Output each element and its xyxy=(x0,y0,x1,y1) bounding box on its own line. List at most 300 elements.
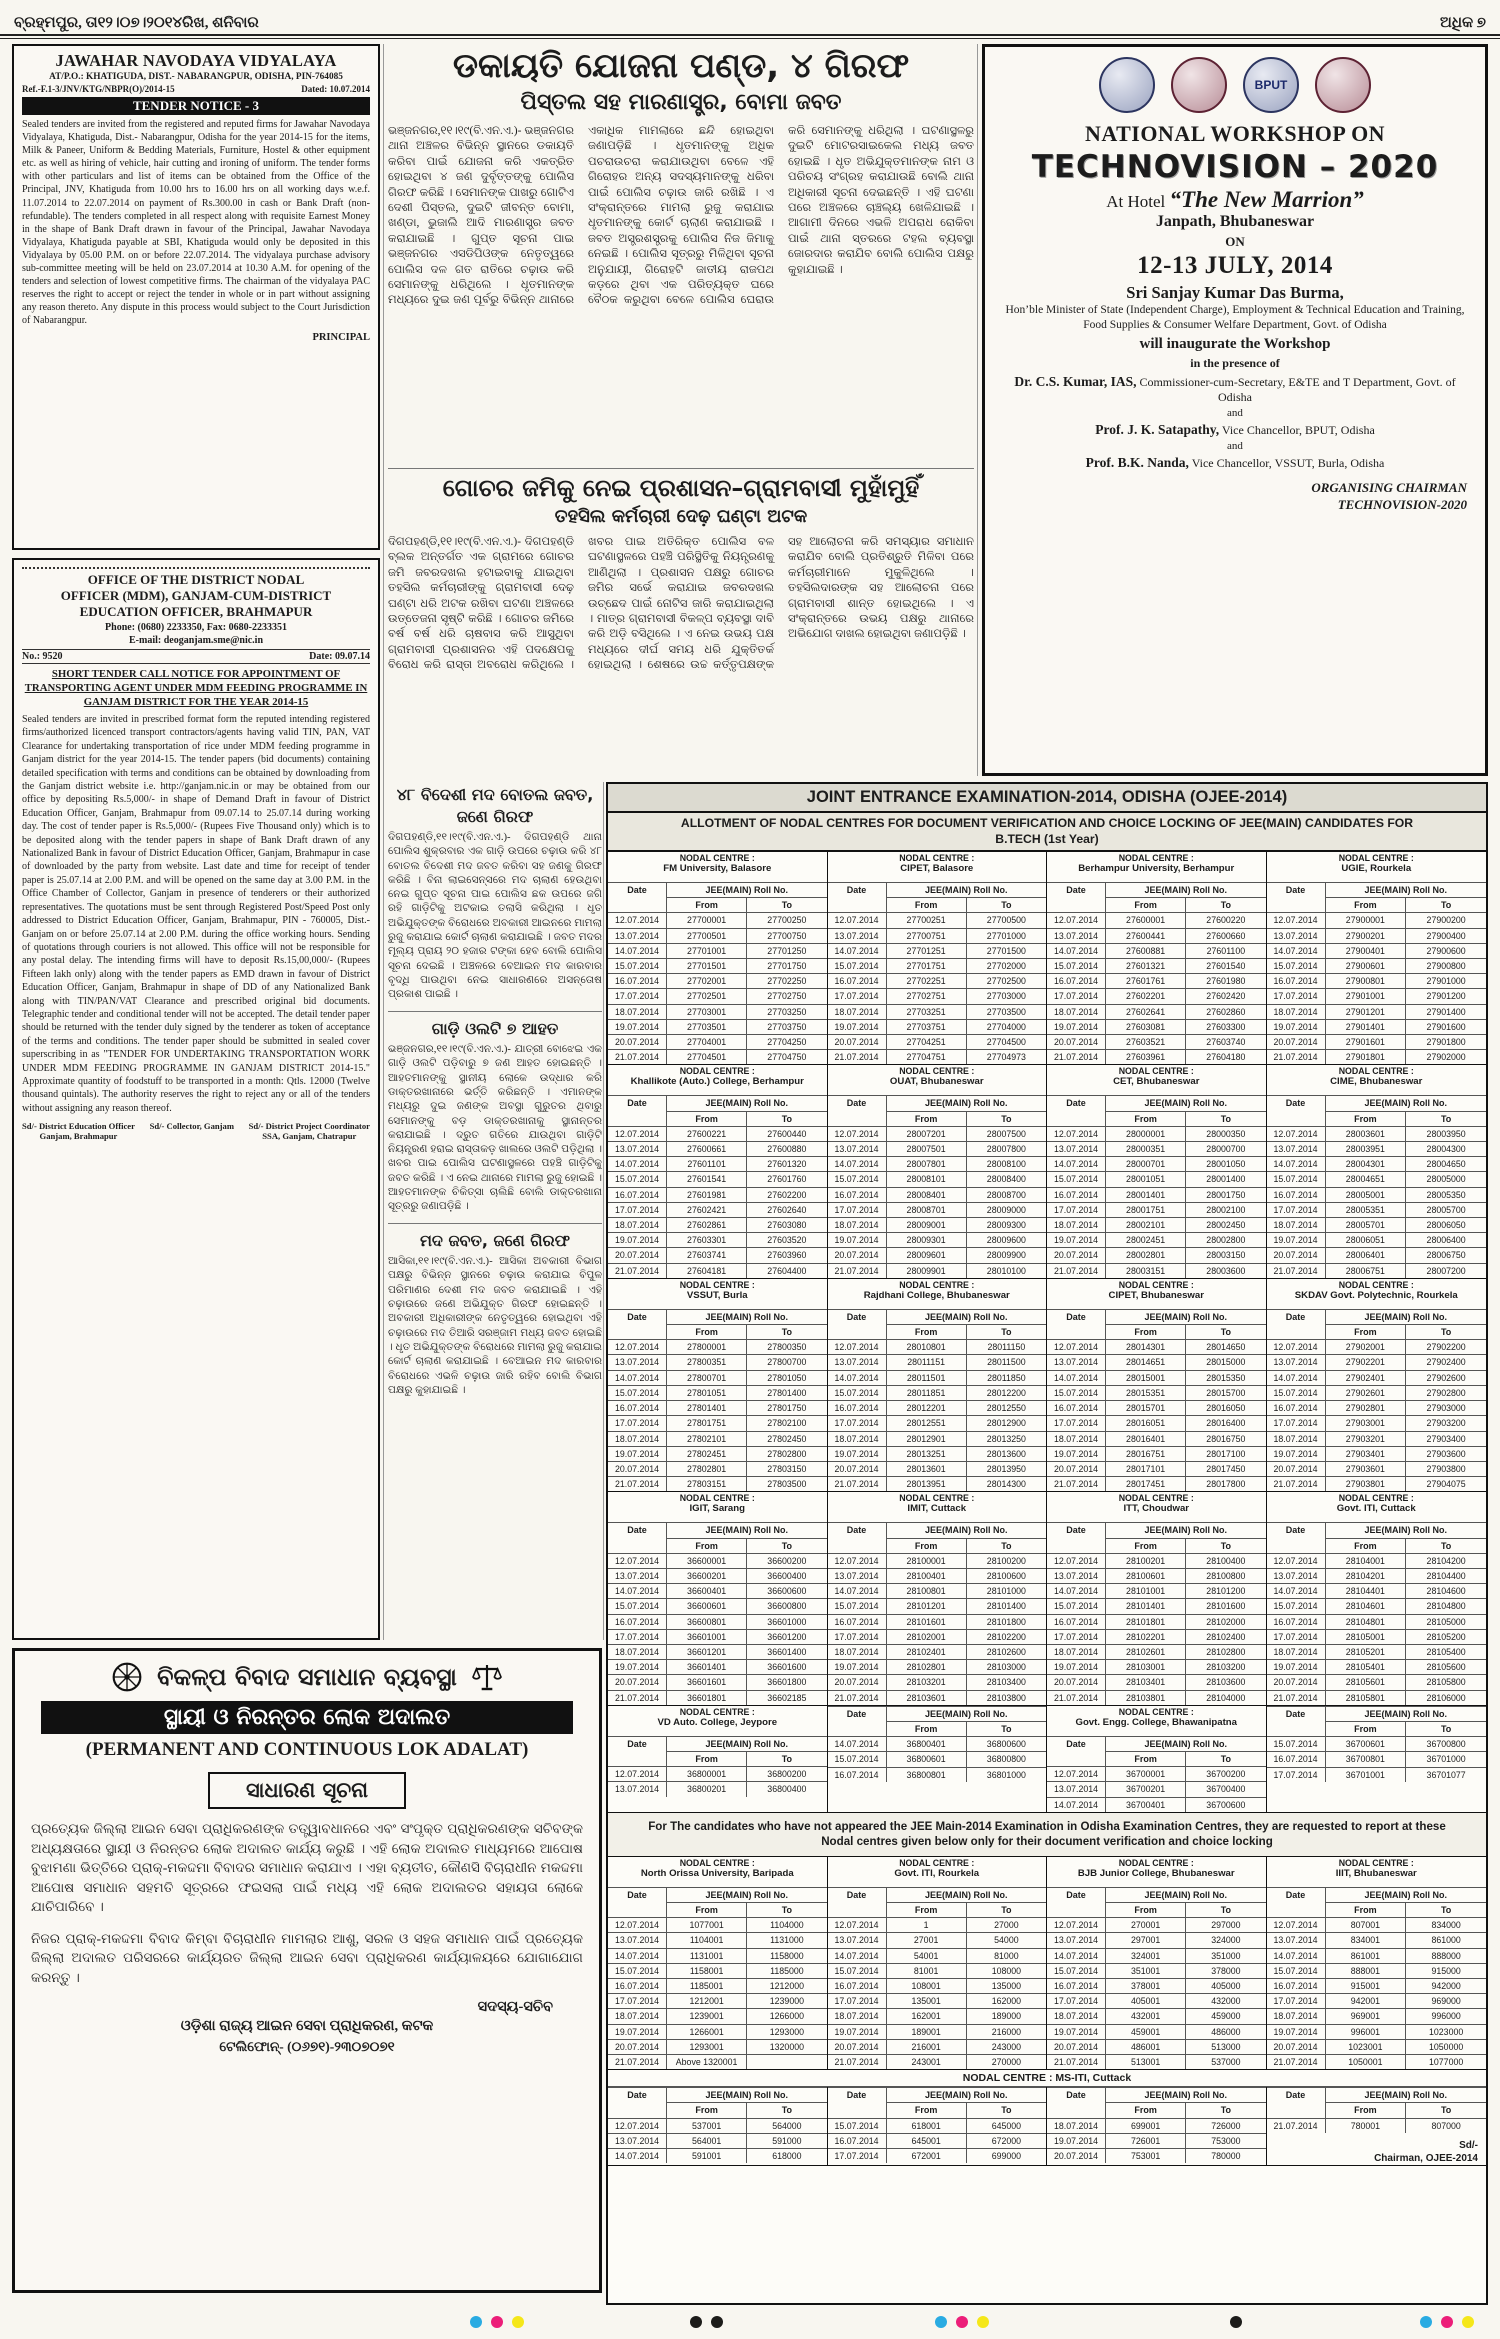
roll-to-cell: 28007800 xyxy=(966,1141,1046,1156)
nodal-centre-block xyxy=(1267,1279,1487,1491)
roll-from-cell: 27902001 xyxy=(1325,1339,1406,1354)
to-column-header: To xyxy=(746,1111,826,1126)
roll-from-cell: 28103401 xyxy=(1105,1674,1185,1689)
nodal-centre-name: UGIE, Rourkela xyxy=(1341,863,1412,874)
date-cell: 17.07.2014 xyxy=(1047,1993,1105,2008)
nodal-centre-label: NODAL CENTRE : xyxy=(679,1493,755,1504)
nodal-centre-label: NODAL CENTRE : xyxy=(1118,1706,1194,1717)
date-cell: 14.07.2014 xyxy=(1047,1797,1105,1812)
nodal-centre-block xyxy=(608,2087,828,2165)
roll-to-cell: 861000 xyxy=(1405,1932,1486,1947)
roll-from-cell: 36601401 xyxy=(666,1659,746,1674)
roll-allotment-table xyxy=(1267,882,1487,1064)
nodal-centre-header xyxy=(1267,852,1487,882)
roll-from-cell: 28007501 xyxy=(886,1141,966,1156)
roll-from-cell: 28010801 xyxy=(886,1339,966,1354)
roll-from-cell: 28102801 xyxy=(886,1659,966,1674)
roll-from-cell: 27901801 xyxy=(1325,1049,1406,1064)
nodal-centre-block xyxy=(1047,2087,1267,2165)
date-cell: 18.07.2014 xyxy=(1047,1004,1105,1019)
roll-to-cell: 27900600 xyxy=(1405,943,1486,958)
roll-to-cell: 27902000 xyxy=(1405,1049,1486,1064)
roll-from-cell: 28104201 xyxy=(1325,1568,1406,1583)
registration-mark-group xyxy=(690,2316,723,2328)
nodal-centre-label: NODAL CENTRE : xyxy=(1118,853,1194,863)
date-cell: 18.07.2014 xyxy=(1267,1004,1325,1019)
roll-from-cell: 28006401 xyxy=(1325,1247,1406,1262)
mdm-signatory-2: Sd/- Collector, Ganjam xyxy=(149,1121,234,1132)
roll-from-cell: 1077001 xyxy=(666,1917,746,1932)
roll-from-cell: 28012551 xyxy=(886,1415,966,1430)
roll-from-cell: 27602201 xyxy=(1105,988,1185,1003)
roll-from-cell: 28016401 xyxy=(1105,1431,1185,1446)
date-cell: 16.07.2014 xyxy=(1047,1614,1105,1629)
nodal-centre-label: NODAL CENTRE : xyxy=(1118,1493,1194,1504)
university-crest-logo xyxy=(1315,57,1371,113)
roll-to-cell: 28001750 xyxy=(1185,1187,1265,1202)
jnv-signatory: PRINCIPAL xyxy=(312,331,370,343)
roll-to-cell: 618000 xyxy=(746,2148,826,2163)
roll-from-cell: 28011151 xyxy=(886,1354,966,1369)
registration-mark-group xyxy=(1230,2316,1242,2328)
date-cell: 17.07.2014 xyxy=(1267,1629,1325,1644)
from-column-header: From xyxy=(1105,1902,1185,1917)
date-column-header: Date xyxy=(1267,882,1325,912)
roll-to-cell: 297000 xyxy=(1185,1917,1265,1932)
date-cell: 20.07.2014 xyxy=(1267,1674,1325,1689)
roll-allotment-table xyxy=(1047,2087,1266,2163)
roll-to-cell: 27601760 xyxy=(746,1171,826,1186)
registration-dot xyxy=(977,2316,989,2328)
roll-from-cell: 27702251 xyxy=(886,973,966,988)
roll-from-cell: 28013951 xyxy=(886,1476,966,1491)
nodal-centre-band xyxy=(608,1279,1486,1492)
date-column-header: Date xyxy=(1267,1706,1325,1736)
roll-from-cell: 27801401 xyxy=(666,1400,746,1415)
roll-to-cell: 27702000 xyxy=(966,958,1046,973)
date-cell: 13.07.2014 xyxy=(828,1354,886,1369)
date-cell: 14.07.2014 xyxy=(828,943,886,958)
roll-from-cell: 28009301 xyxy=(886,1232,966,1247)
roll-from-cell: 1050001 xyxy=(1325,2054,1406,2069)
roll-allotment-table xyxy=(608,1887,827,2069)
roll-from-cell: 27703001 xyxy=(666,1004,746,1019)
roll-from-cell: 28100401 xyxy=(886,1568,966,1583)
nodal-centre-label: NODAL CENTRE : xyxy=(899,1857,975,1868)
roll-from-cell: 36600401 xyxy=(666,1583,746,1598)
nodal-centre-block xyxy=(1047,1857,1267,2069)
chief-guest-designation: Hon’ble Minister of State (Independent Charge), Employment & Technical Education and Training, Food Supplies & Consumer Welfare Department, Govt. of Odisha xyxy=(1005,304,1465,331)
roll-to-cell: 459000 xyxy=(1185,2008,1265,2023)
nodal-centre-header xyxy=(1047,852,1266,882)
roll-to-cell: 28015350 xyxy=(1185,1370,1265,1385)
date-cell: 12.07.2014 xyxy=(608,1339,666,1354)
and-separator: and xyxy=(1227,407,1243,419)
roll-to-cell: 27604400 xyxy=(746,1263,826,1278)
roll-to-cell: 36800200 xyxy=(746,1766,826,1781)
roll-to-cell: 28105600 xyxy=(1405,1659,1486,1674)
date-cell: 19.07.2014 xyxy=(608,1232,666,1247)
roll-to-cell: 27700500 xyxy=(966,912,1046,927)
date-cell: 12.07.2014 xyxy=(1047,912,1105,927)
roll-from-cell: 28102401 xyxy=(886,1644,966,1659)
to-column-header: To xyxy=(746,1538,826,1553)
date-cell: 19.07.2014 xyxy=(608,1659,666,1674)
nodal-centre-header xyxy=(1047,1065,1266,1095)
date-cell: 20.07.2014 xyxy=(608,1247,666,1262)
roll-to-cell: 28005000 xyxy=(1405,1171,1486,1186)
roll-from-cell: 27603301 xyxy=(666,1232,746,1247)
roll-from-cell: 27603961 xyxy=(1105,1049,1185,1064)
roll-to-cell: 27603740 xyxy=(1185,1034,1265,1049)
from-column-header: From xyxy=(1325,1721,1406,1736)
from-column-header: From xyxy=(666,2102,746,2117)
workshop-dates: 12-13 JULY, 2014 xyxy=(1137,252,1333,279)
roll-to-cell: 405000 xyxy=(1185,1978,1265,1993)
nodal-centre-label: NODAL CENTRE : xyxy=(1118,1066,1194,1077)
roll-from-cell: 36601201 xyxy=(666,1644,746,1659)
roll-to-cell: 27603080 xyxy=(746,1217,826,1232)
roll-to-cell: 27702250 xyxy=(746,973,826,988)
date-cell: 21.07.2014 xyxy=(1047,1690,1105,1705)
masthead xyxy=(14,6,1486,32)
date-cell: 16.07.2014 xyxy=(828,1187,886,1202)
roll-to-cell: 162000 xyxy=(966,1993,1046,2008)
roll-to-cell: 28009600 xyxy=(966,1232,1046,1247)
roll-to-cell: 513000 xyxy=(1185,2039,1265,2054)
roll-to-cell: 27801750 xyxy=(746,1400,826,1415)
date-cell: 19.07.2014 xyxy=(1047,1446,1105,1461)
roll-to-cell: 36701077 xyxy=(1405,1767,1486,1782)
roll-from-cell: 27704001 xyxy=(666,1034,746,1049)
roll-from-cell: 36600601 xyxy=(666,1598,746,1613)
date-cell: 15.07.2014 xyxy=(1047,1598,1105,1613)
column-rule-right xyxy=(977,44,978,776)
roll-to-cell: 28014650 xyxy=(1185,1339,1265,1354)
roll-to-cell: 432000 xyxy=(1185,1993,1265,2008)
roll-allotment-table xyxy=(1047,1887,1266,2069)
roll-to-cell: 996000 xyxy=(1405,2008,1486,2023)
date-cell: 15.07.2014 xyxy=(828,1385,886,1400)
roll-from-cell: 28103801 xyxy=(1105,1690,1185,1705)
nodal-centre-header xyxy=(1047,1706,1266,1736)
roll-to-cell: 36700800 xyxy=(1405,1736,1486,1751)
nodal-centre-band xyxy=(608,1857,1486,2070)
roll-to-cell: 27704250 xyxy=(746,1034,826,1049)
jnv-body-text: Sealed tenders are invited from the registered and reputed firms for Jawahar Navodaya Vidyalaya, Khatiguda, Dist.- Nabarangpur, Odisha for the year 2014-15 for the items, Milk & Paneer, Uniform & Bedding Materials, Furniture, Hostel & other equipment etc. as well as hiring of vehicle, hair cutting and ironing of uniform. The tender forms with other particulars and list of items can be obtained from the Office of the Principal, JNV, Khatiguda from 10.00 hrs to 16.00 hrs on all working days w.e.f. 11.07.2014 to 22.07.2014 on payment of Rs.300.00 in cash or Bank Draft (non-refundable). The tenders completed in all respect along with requisite Earnest Money in the shape of Bank Draft drawn in favour of the Principal, Jawahar Navodaya Vidyalaya, Khatiguda payable at SBI, Khatiguda would only be deposited in this Vidyalaya by 05.00 P.M. on or before 22.07.2014. The vidyalaya purchase advisory sub-committee meeting will be held on 23.07.2014 at 10.30 A.M. for opening of the tenders and selection of lowest competitive firms. The chairman of the vidyalaya PAC reserves the right to accept or reject the tender in whole or in part without assigning any reason thereto. Any dispute in this process would subject to the Court Jurisdiction of Nabarangpur. xyxy=(22,119,370,327)
date-cell: 13.07.2014 xyxy=(608,1568,666,1583)
roll-allotment-table xyxy=(1267,1095,1487,1277)
nodal-centre-header xyxy=(608,1279,827,1309)
roll-from-cell: 1293001 xyxy=(666,2039,746,2054)
date-cell: 14.07.2014 xyxy=(828,1370,886,1385)
nodal-centre-block xyxy=(828,1065,1048,1277)
roll-from-cell: Above 1320001 xyxy=(666,2054,746,2069)
roll-from-cell: 28006051 xyxy=(1325,1232,1406,1247)
roll-from-cell: 28102001 xyxy=(886,1629,966,1644)
roll-from-cell: 807001 xyxy=(1325,1917,1406,1932)
rollno-column-header: JEE(MAIN) Roll No. xyxy=(1105,1095,1266,1110)
roll-to-cell: 27901200 xyxy=(1405,988,1486,1003)
roll-to-cell: 28009000 xyxy=(966,1202,1046,1217)
roll-to-cell: 780000 xyxy=(1185,2148,1265,2163)
roll-from-cell: 28015001 xyxy=(1105,1370,1185,1385)
registration-mark-group xyxy=(470,2316,524,2328)
date-cell: 17.07.2014 xyxy=(1267,1202,1325,1217)
roll-from-cell: 27703251 xyxy=(886,1004,966,1019)
roll-to-cell: 27902400 xyxy=(1405,1354,1486,1369)
date-cell: 21.07.2014 xyxy=(608,2054,666,2069)
rollno-column-header: JEE(MAIN) Roll No. xyxy=(666,1095,827,1110)
article-body: ଦିଗପହଣ୍ଡି,୧୧।୧୯(ବି.ଏନ.ଏ.)- ଦିଗପହଣ୍ଡି ଥାନା ପୋଲିସ ଶୁକ୍ରବାର ଏକ ଗାଡ଼ି ଉପରେ ଚଢ଼ାଉ କରି ୪୮ ବୋତଲ ବିଦେଶୀ ମଦ ଜବତ କରିବା ସହ ଜଣକୁ ଗିରଫ କରିଛି । ବିନା ଲାଇସେନ୍ସରେ ମଦ ଚାଲାଣ ହେଉଥିବା ନେଇ ଗୁପ୍ତ ସୂଚନା ପାଇ ପୋଲିସ ଛକ ଉପରେ ଜଗି ରହି ଗାଡ଼ିଟିକୁ ଅଟକାଇ ତଲାସି କରିଥିଲା । ଧୃତ ଅଭିଯୁକ୍ତଙ୍କ ବିରୋଧରେ ଅବକାରୀ ଆଇନରେ ମାମଲା ରୁଜୁ କରାଯାଇ କୋର୍ଟ ଚାଲାଣ କରାଯାଇଛି । ଜବତ ମଦର ମୂଲ୍ୟ ପ୍ରାୟ ୨୦ ହଜାର ଟଙ୍କା ହେବ ବୋଲି ପୋଲିସ ସୂଚନା ଦେଇଛି । ଅଞ୍ଚଳରେ ବେଆଇନ ମଦ କାରବାର ବୃଦ୍ଧି ପାଉଥିବା ନେଇ ସାଧାରଣରେ ଅସନ୍ତୋଷ ପ୍ରକାଶ ପାଇଛି । xyxy=(388,832,602,1001)
nodal-centre-header xyxy=(608,1492,827,1522)
roll-from-cell: 27701751 xyxy=(886,958,966,973)
roll-from-cell: 27602861 xyxy=(666,1217,746,1232)
nodal-centre-name: IIIT, Bhubaneswar xyxy=(1335,1867,1417,1879)
date-cell: 20.07.2014 xyxy=(828,1674,886,1689)
roll-from-cell: 28100201 xyxy=(1105,1553,1185,1568)
to-column-header: To xyxy=(1405,2102,1486,2117)
roll-to-cell: 36700200 xyxy=(1185,1766,1265,1781)
roll-from-cell: 591001 xyxy=(666,2148,746,2163)
roll-allotment-table xyxy=(608,2087,827,2163)
roll-to-cell: 1077000 xyxy=(1405,2054,1486,2069)
rollno-column-header: JEE(MAIN) Roll No. xyxy=(666,1736,827,1751)
jnv-ref-number: Ref.-F.1-3/JNV/KTG/NBPR(O)/2014-15 xyxy=(22,84,175,94)
roll-to-cell: 27903400 xyxy=(1405,1431,1486,1446)
nodal-centre-block xyxy=(608,1492,828,1704)
date-cell: 19.07.2014 xyxy=(1267,1659,1325,1674)
date-cell: 13.07.2014 xyxy=(1047,1141,1105,1156)
roll-from-cell: 36700601 xyxy=(1325,1736,1406,1751)
roll-to-cell: 27902200 xyxy=(1405,1339,1486,1354)
roll-to-cell: 726000 xyxy=(1185,2118,1265,2133)
roll-to-cell: 27901400 xyxy=(1405,1004,1486,1019)
chief-guest-name: Sri Sanjay Kumar Das Burma, xyxy=(1126,283,1344,302)
date-cell: 21.07.2014 xyxy=(608,1690,666,1705)
roll-from-cell: 915001 xyxy=(1325,1978,1406,1993)
date-cell: 13.07.2014 xyxy=(828,1141,886,1156)
roll-from-cell: 27700501 xyxy=(666,928,746,943)
date-cell: 16.07.2014 xyxy=(1047,973,1105,988)
roll-to-cell: 28004650 xyxy=(1405,1156,1486,1171)
roll-from-cell: 27800351 xyxy=(666,1354,746,1369)
roll-to-cell: 1320000 xyxy=(746,2039,826,2054)
nodal-centre-block xyxy=(1267,1065,1487,1277)
from-column-header: From xyxy=(1325,2102,1406,2117)
roll-allotment-table xyxy=(1267,1706,1487,1782)
roll-to-cell: 27703750 xyxy=(746,1019,826,1034)
from-column-header: From xyxy=(886,1721,966,1736)
roll-from-cell: 780001 xyxy=(1325,2118,1406,2133)
rollno-column-header: JEE(MAIN) Roll No. xyxy=(1105,1736,1266,1751)
nodal-centre-label: NODAL CENTRE : xyxy=(679,853,755,863)
roll-to-cell: 27701500 xyxy=(966,943,1046,958)
column-rule-mid xyxy=(603,782,604,1640)
date-column-header: Date xyxy=(1267,1309,1325,1339)
date-cell: 20.07.2014 xyxy=(828,1461,886,1476)
nodal-centre-block xyxy=(828,2087,1048,2165)
roll-to-cell: 36800800 xyxy=(966,1751,1046,1766)
roll-to-cell: 28011150 xyxy=(966,1339,1046,1354)
roll-to-cell: 28007500 xyxy=(966,1126,1046,1141)
date-cell: 17.07.2014 xyxy=(608,988,666,1003)
date-cell: 15.07.2014 xyxy=(828,1963,886,1978)
rollno-column-header: JEE(MAIN) Roll No. xyxy=(1105,882,1266,897)
from-column-header: From xyxy=(666,1538,746,1553)
from-column-header: From xyxy=(1105,2102,1185,2117)
date-cell: 13.07.2014 xyxy=(1267,1141,1325,1156)
date-cell: 15.07.2014 xyxy=(608,1385,666,1400)
rollno-column-header: JEE(MAIN) Roll No. xyxy=(886,1309,1047,1324)
date-cell: 16.07.2014 xyxy=(1267,1751,1325,1766)
date-cell: 13.07.2014 xyxy=(1047,1354,1105,1369)
roll-to-cell xyxy=(746,2054,826,2069)
nodal-centre-header xyxy=(828,852,1047,882)
roll-to-cell: 1185000 xyxy=(746,1963,826,1978)
presence-line: in the presence of xyxy=(1190,356,1280,370)
roll-from-cell: 28012201 xyxy=(886,1400,966,1415)
roll-to-cell: 81000 xyxy=(966,1948,1046,1963)
roll-to-cell: 36700400 xyxy=(1185,1781,1265,1796)
date-cell: 12.07.2014 xyxy=(1047,1766,1105,1781)
roll-from-cell: 672001 xyxy=(886,2148,966,2163)
nodal-centre-band xyxy=(608,2087,1486,2166)
date-cell: 14.07.2014 xyxy=(608,2148,666,2163)
date-cell: 20.07.2014 xyxy=(1267,2039,1325,2054)
nodal-centre-label: NODAL CENTRE : xyxy=(899,853,975,863)
roll-to-cell: 28008400 xyxy=(966,1171,1046,1186)
date-cell: 18.07.2014 xyxy=(1047,1431,1105,1446)
roll-from-cell: 36600801 xyxy=(666,1614,746,1629)
date-cell: 21.07.2014 xyxy=(828,1263,886,1278)
nodal-centre-header xyxy=(1047,1492,1266,1522)
to-column-header: To xyxy=(1405,1721,1486,1736)
roll-allotment-table xyxy=(828,1309,1047,1491)
date-cell: 15.07.2014 xyxy=(828,1171,886,1186)
roll-to-cell: 28100800 xyxy=(1185,1568,1265,1583)
date-cell: 19.07.2014 xyxy=(828,1659,886,1674)
roll-from-cell: 27702001 xyxy=(666,973,746,988)
roll-from-cell: 28105001 xyxy=(1325,1629,1406,1644)
date-cell: 18.07.2014 xyxy=(1267,1217,1325,1232)
roll-from-cell: 36800001 xyxy=(666,1766,746,1781)
roll-from-cell: 189001 xyxy=(886,2024,966,2039)
date-column-header: Date xyxy=(1267,1522,1325,1552)
date-cell: 20.07.2014 xyxy=(828,1247,886,1262)
roll-to-cell: 27903000 xyxy=(1405,1400,1486,1415)
roll-from-cell: 28103601 xyxy=(886,1690,966,1705)
date-cell: 18.07.2014 xyxy=(608,1217,666,1232)
roll-from-cell: 28012901 xyxy=(886,1431,966,1446)
from-column-header: From xyxy=(886,1538,966,1553)
roll-to-cell: 28103800 xyxy=(966,1690,1046,1705)
roll-to-cell: 28008700 xyxy=(966,1187,1046,1202)
roll-from-cell: 28014301 xyxy=(1105,1339,1185,1354)
roll-from-cell: 36600201 xyxy=(666,1568,746,1583)
roll-from-cell: 28000701 xyxy=(1105,1156,1185,1171)
roll-to-cell: 27701250 xyxy=(746,943,826,958)
roll-to-cell: 28104200 xyxy=(1405,1553,1486,1568)
nodal-centre-name: Govt. ITI, Cuttack xyxy=(1336,1503,1416,1515)
date-cell: 15.07.2014 xyxy=(1267,958,1325,973)
roll-from-cell: 27703751 xyxy=(886,1019,966,1034)
roll-to-cell: 28100200 xyxy=(966,1553,1046,1568)
roll-from-cell: 27700751 xyxy=(886,928,966,943)
date-cell: 14.07.2014 xyxy=(608,1156,666,1171)
date-cell: 17.07.2014 xyxy=(608,1415,666,1430)
date-cell: 19.07.2014 xyxy=(608,1019,666,1034)
roll-from-cell: 27802451 xyxy=(666,1446,746,1461)
date-cell: 21.07.2014 xyxy=(828,2054,886,2069)
from-column-header: From xyxy=(1325,1324,1406,1339)
date-column-header: Date xyxy=(608,1309,666,1339)
roll-from-cell: 28102201 xyxy=(1105,1629,1185,1644)
nodal-centre-label: NODAL CENTRE : xyxy=(1338,853,1414,863)
nodal-centre-name: CIME, Bhubaneswar xyxy=(1330,1076,1423,1088)
date-cell: 16.07.2014 xyxy=(1047,1187,1105,1202)
registration-dot xyxy=(711,2316,723,2328)
from-column-header: From xyxy=(666,1902,746,1917)
nodal-centre-block xyxy=(828,1857,1048,2069)
nodal-centre-band xyxy=(608,1492,1486,1705)
roll-from-cell: 36700401 xyxy=(1105,1797,1185,1812)
article-pasture-land xyxy=(388,468,974,778)
roll-to-cell: 27703500 xyxy=(966,1004,1046,1019)
roll-from-cell: 28105201 xyxy=(1325,1644,1406,1659)
roll-allotment-table xyxy=(1267,1887,1487,2069)
roll-to-cell: 28004300 xyxy=(1405,1141,1486,1156)
roll-to-cell: 28013950 xyxy=(966,1461,1046,1476)
roll-allotment-table xyxy=(1047,1309,1266,1491)
justice-scales-icon xyxy=(471,1661,503,1693)
roll-to-cell: 28003600 xyxy=(1185,1263,1265,1278)
roll-to-cell: 28008100 xyxy=(966,1156,1046,1171)
roll-from-cell: 834001 xyxy=(1325,1932,1406,1947)
date-column-header: Date xyxy=(1047,882,1105,912)
date-cell: 16.07.2014 xyxy=(828,1767,886,1782)
roll-to-cell: 27603520 xyxy=(746,1232,826,1247)
date-cell: 20.07.2014 xyxy=(1267,1461,1325,1476)
roll-to-cell: 27600660 xyxy=(1185,928,1265,943)
date-cell: 20.07.2014 xyxy=(608,1461,666,1476)
roll-from-cell: 27600001 xyxy=(1105,912,1185,927)
date-cell: 15.07.2014 xyxy=(828,1751,886,1766)
roll-from-cell: 405001 xyxy=(1105,1993,1185,2008)
date-cell: 20.07.2014 xyxy=(608,2039,666,2054)
roll-to-cell: 645000 xyxy=(966,2118,1046,2133)
roll-from-cell: 28001401 xyxy=(1105,1187,1185,1202)
roll-to-cell: 28104400 xyxy=(1405,1568,1486,1583)
roll-to-cell: 27602200 xyxy=(746,1187,826,1202)
date-cell: 18.07.2014 xyxy=(1267,1644,1325,1659)
guest-2: Prof. J. K. Satapathy, Vice Chancellor, BPUT, Odisha xyxy=(1095,422,1375,437)
nodal-centre-label: NODAL CENTRE : xyxy=(1118,1279,1194,1290)
date-cell: 19.07.2014 xyxy=(1047,1659,1105,1674)
article-liquor-seized xyxy=(388,1223,602,1406)
date-cell: 15.07.2014 xyxy=(1267,1736,1325,1751)
date-cell: 12.07.2014 xyxy=(1047,1126,1105,1141)
roll-allotment-table xyxy=(608,1095,827,1277)
nodal-centre-label: NODAL CENTRE : xyxy=(1338,1066,1414,1077)
date-cell: 19.07.2014 xyxy=(1267,2024,1325,2039)
roll-to-cell: 28013250 xyxy=(966,1431,1046,1446)
nodal-centre-name: Govt. ITI, Rourkela xyxy=(894,1867,980,1879)
roll-from-cell: 28104801 xyxy=(1325,1614,1406,1629)
date-cell: 21.07.2014 xyxy=(828,1690,886,1705)
nodal-centre-header xyxy=(608,1857,827,1887)
roll-to-cell: 537000 xyxy=(1185,2054,1265,2069)
